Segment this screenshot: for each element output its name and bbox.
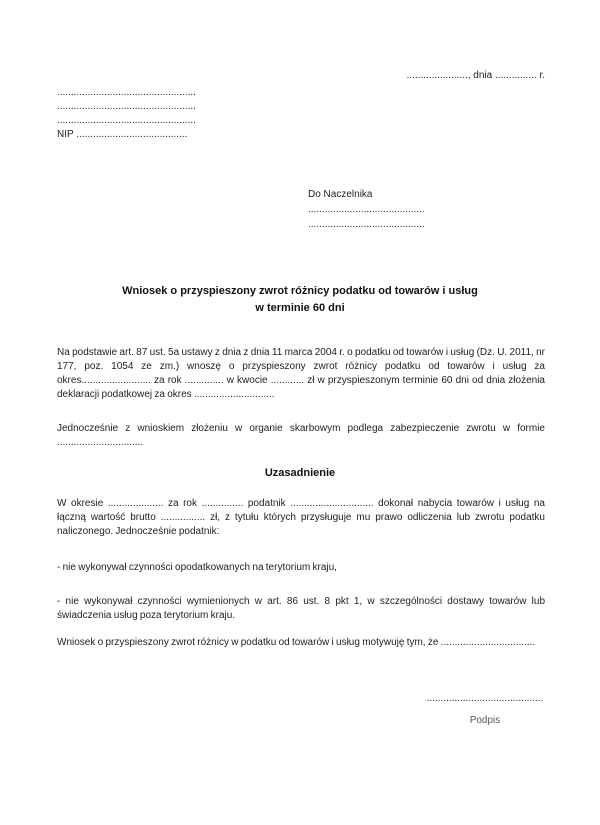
document-title xyxy=(0,283,600,317)
applicant-block xyxy=(57,86,196,142)
nip-fill-dots: ........................................ xyxy=(76,129,188,140)
addressee-heading: Do Naczelnika xyxy=(308,189,373,200)
signature-label: Podpis xyxy=(469,715,501,726)
paragraph-motivation: Wniosek o przyspieszony zwrot różnicy w podatku od towarów i usług motywuję tym, że .................................. xyxy=(57,637,536,648)
addressee-fill-line: .......................................... xyxy=(308,204,425,215)
signature-block xyxy=(415,692,555,728)
paragraph-legal-basis: Na podstawie art. 87 ust. 5a ustawy z dnia z dnia 11 marca 2004 r. o podatku od towarów i usług (Dz. U. 2011, nr 177, poz. 1054 ze zm.) wnoszę o przyspieszony zwrot różnicy podatku od towarów i usług za okres......................... za rok .............. w kwocie ............ zł w przyspieszonym terminie 60 dni od dnia złożenia deklaracji podatkowej za okres ............................. xyxy=(57,347,545,400)
addressee-block xyxy=(308,187,425,232)
bullet-no-taxable-activities: - nie wykonywał czynności opodatkowanych na terytorium kraju, xyxy=(57,562,337,573)
applicant-fill-line: .................................................. xyxy=(57,101,196,112)
nip-label: NIP xyxy=(57,129,74,140)
date-line: ......................, dnia ............... r. xyxy=(406,70,545,81)
applicant-fill-line: .................................................. xyxy=(57,87,196,98)
signature-fill-line: .......................................... xyxy=(426,693,544,704)
bullet-art86-activities: - nie wykonywał czynności wymienionych w art. 86 ust. 8 pkt 1, w szczególności dostawy towarów lub świadczenia usług poza terytorium kraju. xyxy=(57,596,545,621)
justification-heading: Uzasadnienie xyxy=(264,467,336,479)
nip-line xyxy=(57,128,196,142)
addressee-fill-line: .......................................... xyxy=(308,219,425,230)
applicant-fill-line: .................................................. xyxy=(57,115,196,126)
document-title-line1: Wniosek o przyspieszony zwrot różnicy podatku od towarów i usług xyxy=(122,285,478,297)
paragraph-security-form: Jednocześnie z wnioskiem złożeniu w organie skarbowym podlega zabezpieczenie zwrotu w formie ............................... xyxy=(57,423,545,448)
paragraph-purchases: W okresie .................... za rok ............... podatnik .............................. dokonał nabycia towarów i usług na łączną wartość brutto ................ zł, z tytułu których przysługuje mu prawo odliczenia lub zwrotu podatku naliczonego. Jednocześnie podatnik: xyxy=(57,498,545,537)
document-title-line2: w terminie 60 dni xyxy=(255,302,345,314)
